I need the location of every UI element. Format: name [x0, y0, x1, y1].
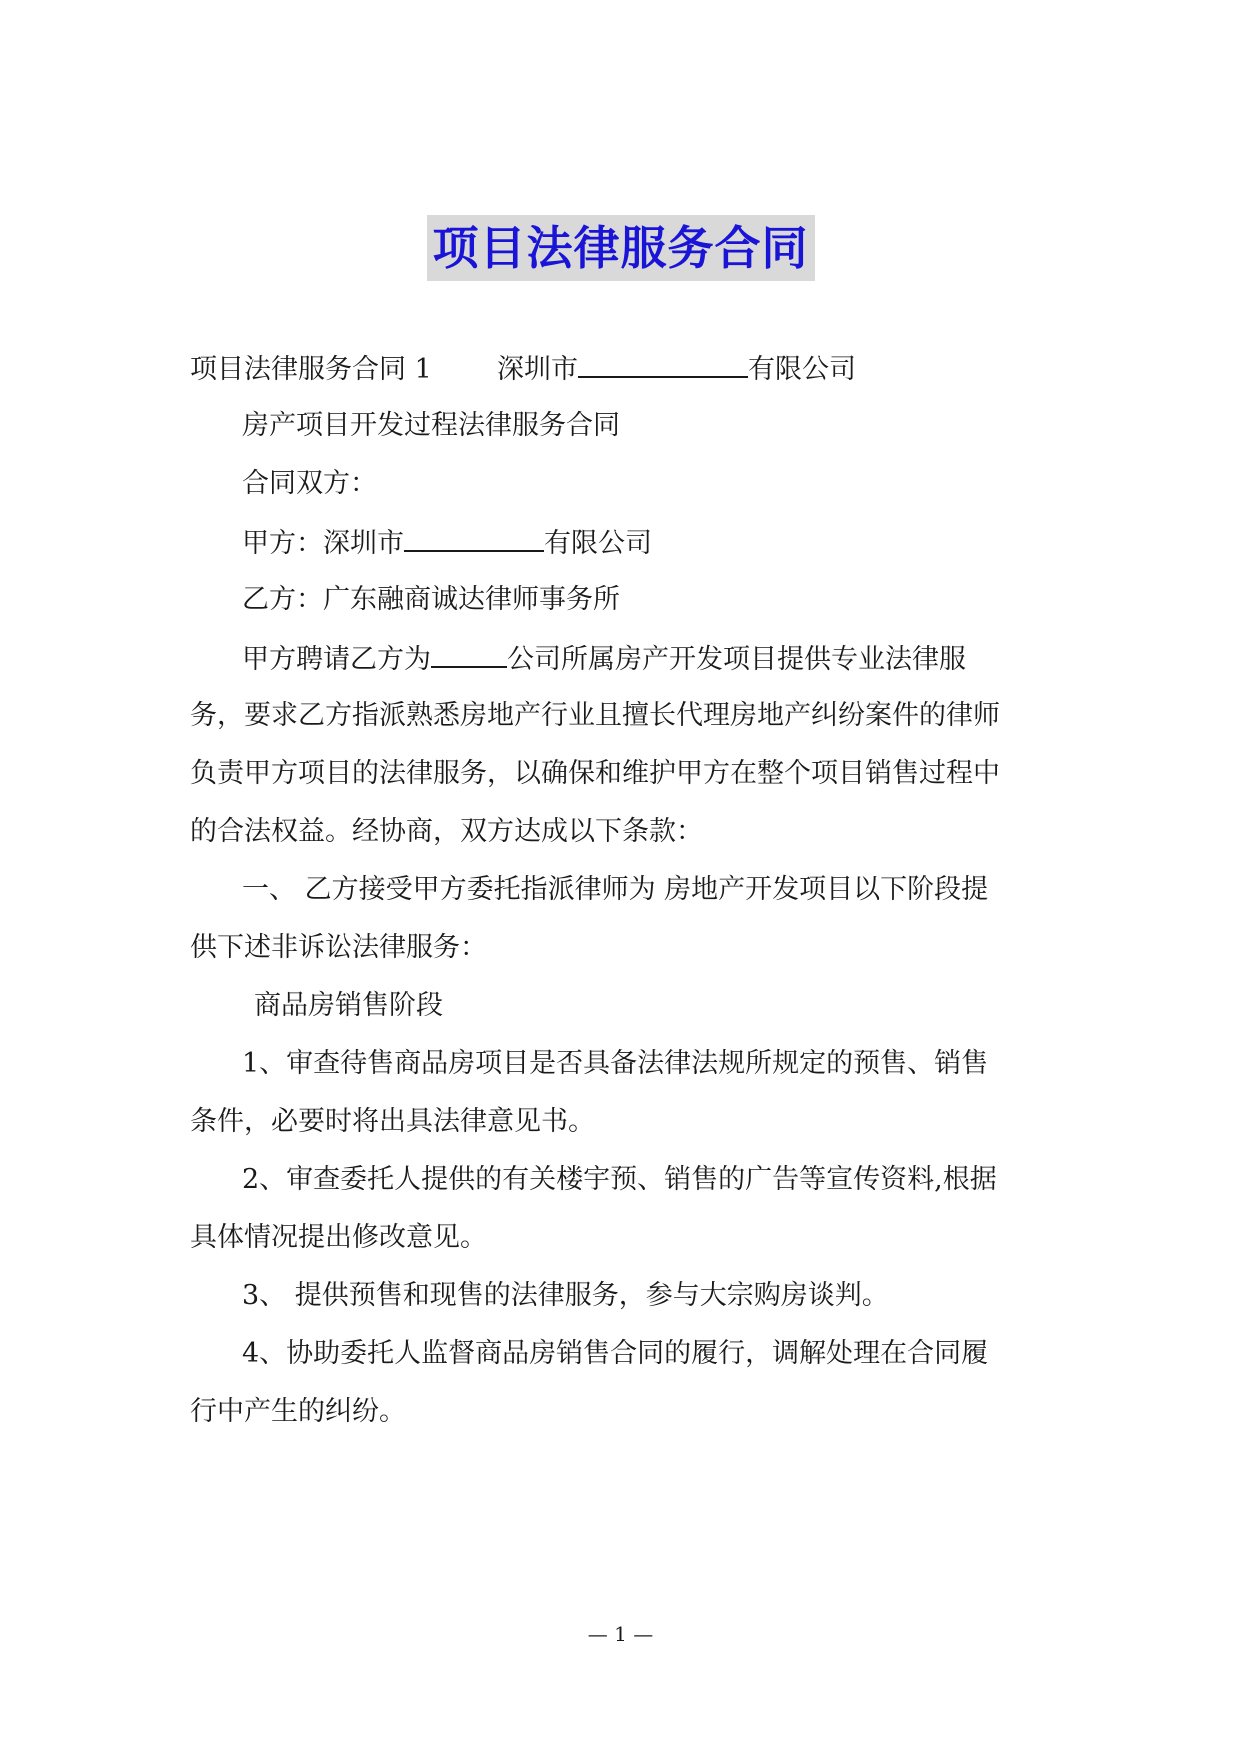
paragraph-line: 负责甲方项目的法律服务，以确保和维护甲方在整个项目销售过程中 [190, 758, 1000, 789]
paragraph-line: 合同双方： [242, 468, 377, 499]
blank-field [578, 348, 748, 378]
blank-field [431, 638, 507, 668]
contract-heading-line [190, 348, 856, 390]
list-item: 3、 提供预售和现售的法律服务，参与大宗购房谈判。 [242, 1280, 889, 1311]
paragraph-line [242, 638, 966, 680]
list-item: 2、审查委托人提供的有关楼宇预、销售的广告等宣传资料,根据 [242, 1164, 997, 1195]
company-suffix: 有限公司 [747, 354, 856, 385]
contract-number: 项目法律服务合同 1 [190, 354, 432, 385]
blank-field [404, 522, 544, 552]
section-heading: 商品房销售阶段 [254, 990, 443, 1021]
list-item: 1、审查待售商品房项目是否具备法律法规所规定的预售、销售 [242, 1048, 989, 1079]
city-label: 深圳市 [496, 354, 578, 385]
paragraph-line: 具体情况提出修改意见。 [190, 1222, 487, 1253]
page-number: — 1 — [587, 1622, 654, 1646]
party-b-line: 乙方：广东融商诚达律师事务所 [242, 584, 620, 615]
party-a-line [242, 522, 652, 564]
title-container [0, 215, 1241, 281]
paragraph-line: 供下述非诉讼法律服务： [190, 932, 487, 963]
paragraph-line: 房产项目开发过程法律服务合同 [242, 410, 620, 441]
party-a-suffix: 有限公司 [544, 528, 652, 559]
paragraph-line: 行中产生的纠纷。 [190, 1396, 406, 1427]
text-segment: 公司所属房产开发项目提供专业法律服 [507, 644, 966, 675]
document-title: 项目法律服务合同 [427, 215, 815, 281]
text-segment: 甲方聘请乙方为 [242, 644, 431, 675]
clause-line: 一、 乙方接受甲方委托指派律师为 房地产开发项目以下阶段提 [242, 874, 989, 905]
paragraph-line: 条件，必要时将出具法律意见书。 [190, 1106, 595, 1137]
paragraph-line: 务，要求乙方指派熟悉房地产行业且擅长代理房地产纠纷案件的律师 [190, 700, 1000, 731]
paragraph-line: 的合法权益。经协商，双方达成以下条款： [190, 816, 703, 847]
list-item: 4、协助委托人监督商品房销售合同的履行，调解处理在合同履 [242, 1338, 989, 1369]
party-a-label: 甲方：深圳市 [242, 528, 404, 559]
